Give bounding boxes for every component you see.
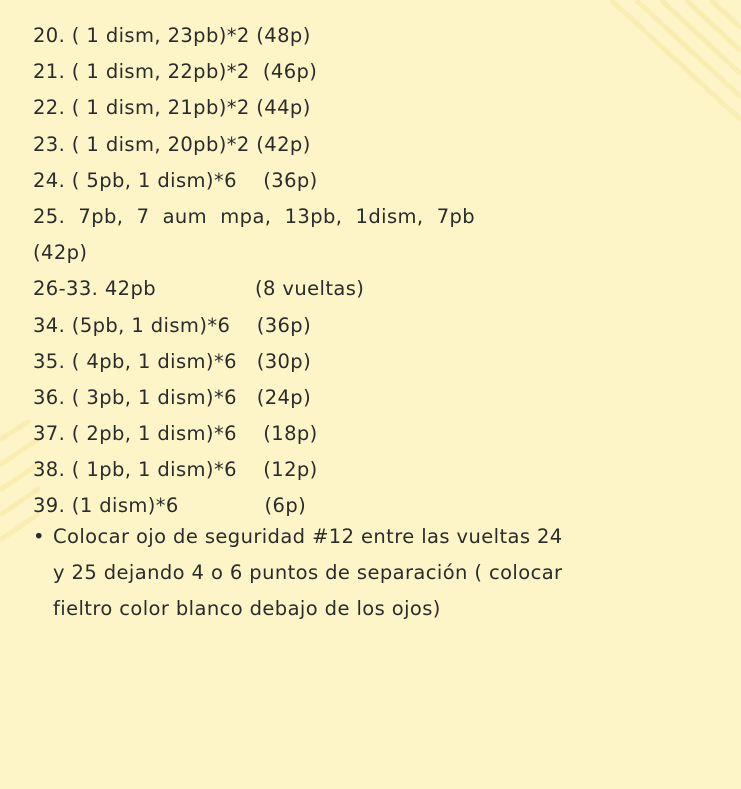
- pattern-row-37: 37. ( 2pb, 1 dism)*6 (18p): [33, 422, 318, 446]
- pattern-row-22: 22. ( 1 dism, 21pb)*2 (44p): [33, 96, 311, 120]
- pattern-row-23: 23. ( 1 dism, 20pb)*2 (42p): [33, 132, 311, 156]
- bullet-icon: •: [33, 524, 45, 548]
- pattern-row-38: 38. ( 1pb, 1 dism)*6 (12p): [33, 458, 318, 482]
- pattern-row-34: 34. (5pb, 1 dism)*6 (36p): [33, 313, 312, 337]
- safety-eye-note: [33, 519, 723, 627]
- pattern-row-25: 25. 7pb, 7 aum mpa, 13pb, 1dism, 7pb: [33, 204, 476, 228]
- pattern-row-20: 20. ( 1 dism, 23pb)*2 (48p): [33, 24, 311, 47]
- note-line: y 25 dejando 4 o 6 puntos de separación ( colocar: [53, 560, 563, 584]
- pattern-row-35: 35. ( 4pb, 1 dism)*6 (30p): [33, 349, 312, 373]
- pattern-instructions: [33, 18, 723, 627]
- pattern-row-24: 24. ( 5pb, 1 dism)*6 (36p): [33, 168, 318, 192]
- pattern-row-39: 39. (1 dism)*6 (6p): [33, 494, 307, 518]
- note-line: fieltro color blanco debajo de los ojos): [53, 596, 441, 620]
- pattern-row-21: 21. ( 1 dism, 22pb)*2 (46p): [33, 60, 318, 84]
- note-text: [53, 519, 713, 627]
- pattern-row-36: 36. ( 3pb, 1 dism)*6 (24p): [33, 385, 312, 409]
- note-line: Colocar ojo de seguridad #12 entre las vueltas 24: [53, 524, 563, 548]
- pattern-row-25-count: (42p): [33, 241, 88, 265]
- pattern-row-26-33: 26-33. 42pb (8 vueltas): [33, 277, 365, 301]
